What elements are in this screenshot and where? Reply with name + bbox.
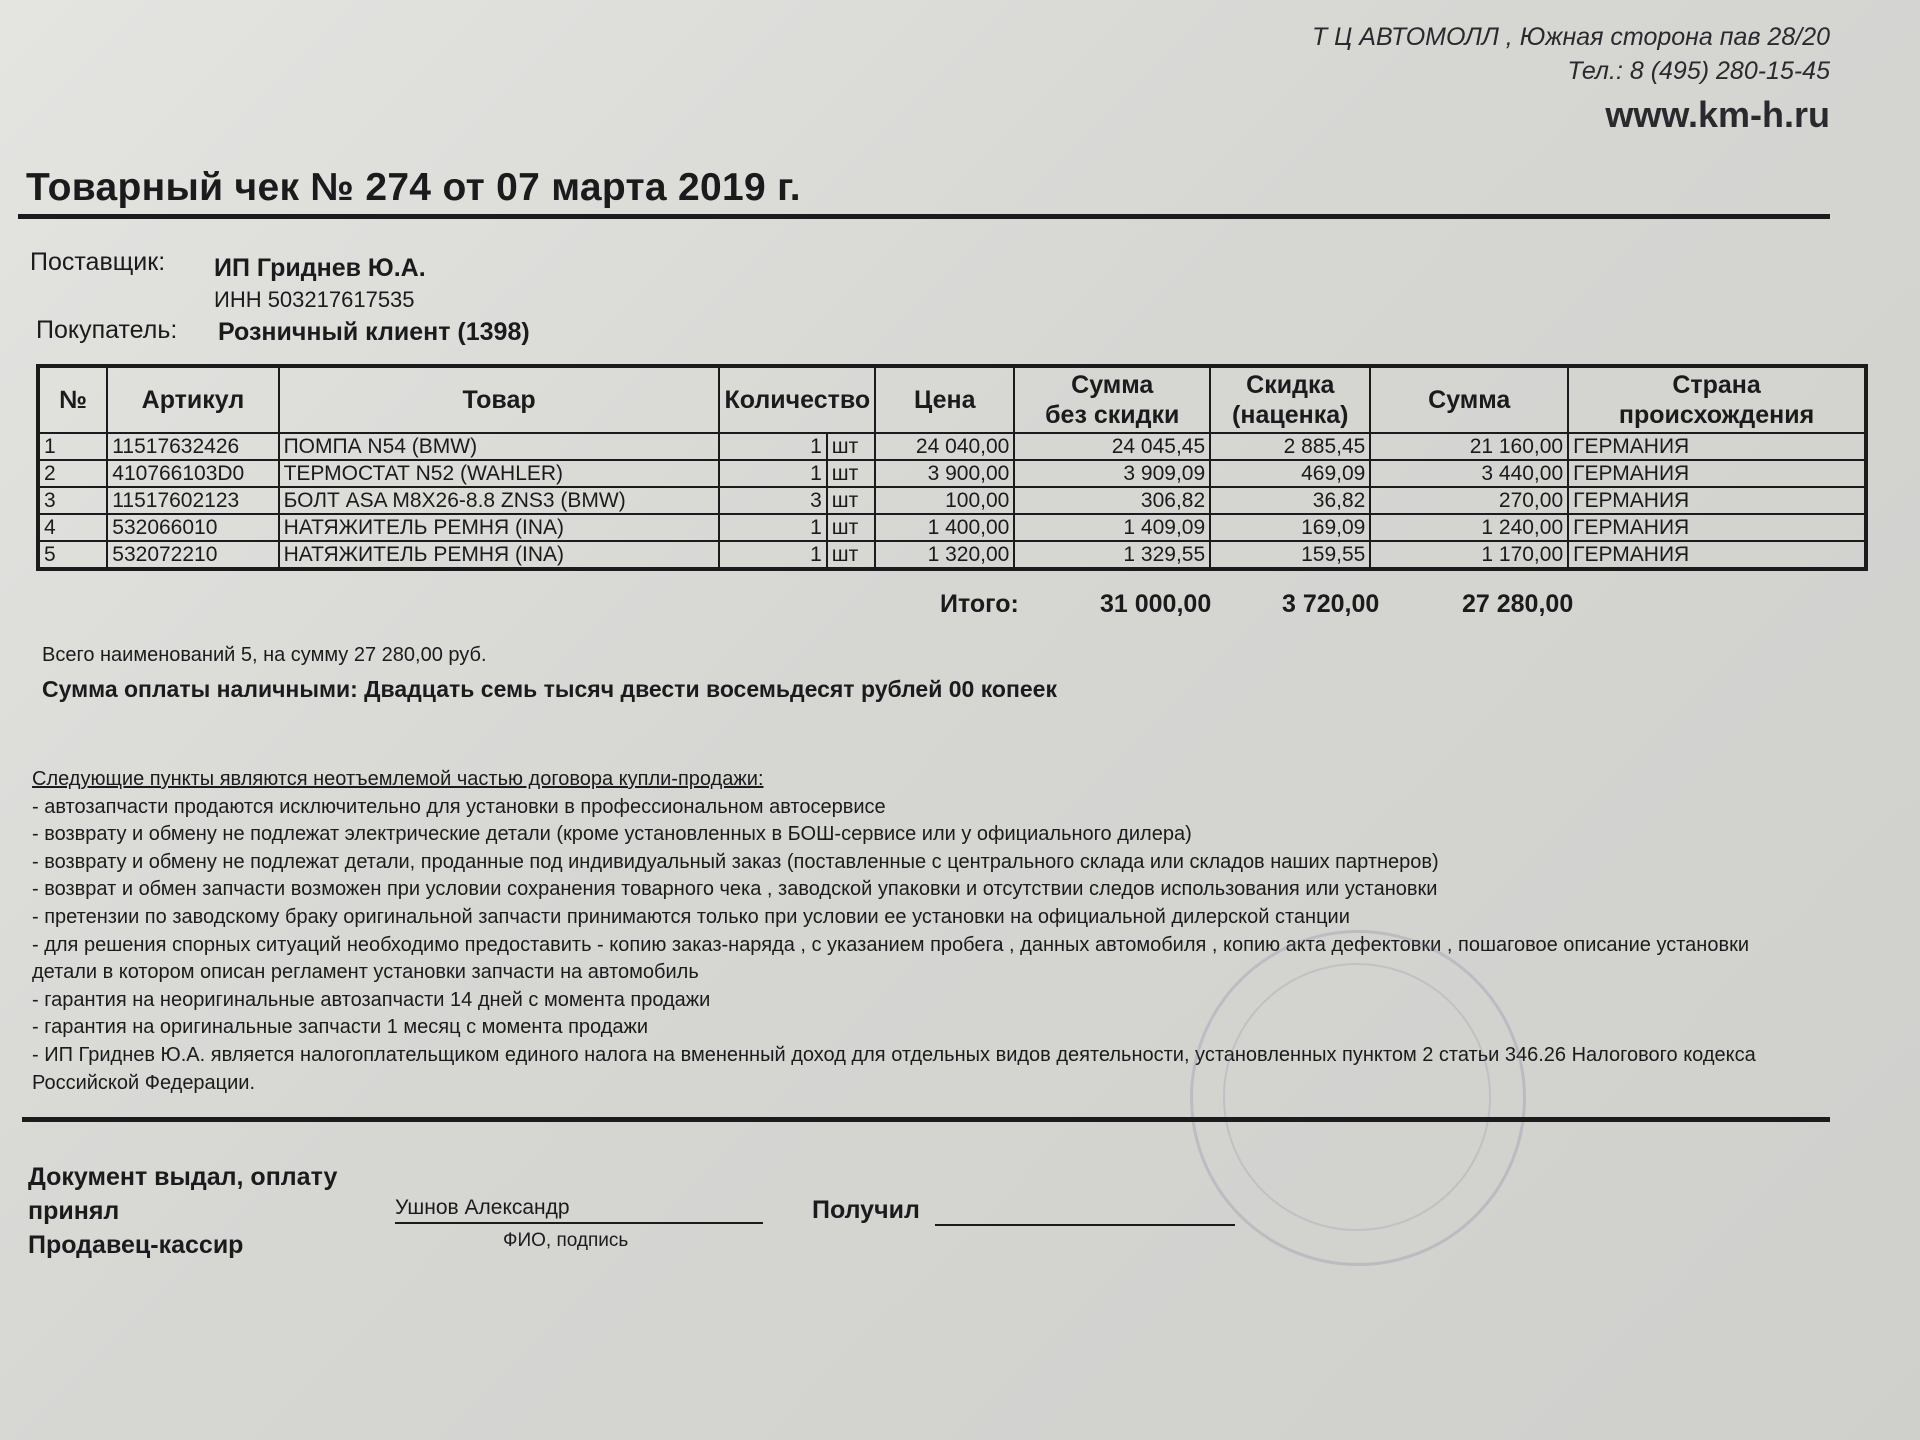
- row-price: 1 400,00: [875, 514, 1014, 541]
- row-article: 11517632426: [107, 433, 278, 460]
- row-country: ГЕРМАНИЯ: [1568, 487, 1866, 514]
- row-product: ТЕРМОСТАТ N52 (WAHLER): [279, 460, 720, 487]
- terms-item: - гарантия на оригинальные запчасти 1 месяц с момента продажи: [32, 1016, 649, 1039]
- terms-item: - возврат и обмен запчасти возможен при условии сохранения товарного чека , заводской упаковки и отсутствии следов использования или установки: [32, 878, 1438, 901]
- row-price: 100,00: [875, 487, 1014, 514]
- issued-by-label: Документ выдал, оплату принял Продавец-кассир: [28, 1160, 337, 1262]
- items-summary: Всего наименований 5, на сумму 27 280,00 руб.: [42, 644, 487, 666]
- table-row: [38, 541, 1866, 569]
- col-product: Товар: [279, 366, 720, 433]
- row-discount: 2 885,45: [1210, 433, 1370, 460]
- row-sum: 1 240,00: [1370, 514, 1568, 541]
- received-label: Получил: [812, 1196, 920, 1224]
- table-row: [38, 487, 1866, 514]
- totals-sum-no-discount: 31 000,00: [1100, 590, 1212, 618]
- row-num: 5: [38, 541, 107, 569]
- terms-item: - для решения спорных ситуаций необходимо предоставить - копию заказ-наряда , с указанием пробега , данных автомобиля , копию акта дефектовки , пошаговое описание установки детали в котором описан регламент установки запчасти на автомобиль: [32, 933, 1750, 984]
- col-num: №: [38, 366, 107, 433]
- table-row: [38, 514, 1866, 541]
- row-qty: 1: [719, 514, 826, 541]
- items-table: [36, 364, 1868, 571]
- footer-divider: [22, 1117, 1830, 1122]
- receipt-title: Товарный чек № 274 от 07 марта 2019 г.: [26, 166, 801, 209]
- row-unit: шт: [827, 541, 875, 569]
- terms-item: - претензии по заводскому браку оригинальной запчасти принимаются только при условии ее установки на официальной дилерской станции: [32, 905, 1350, 928]
- row-qty: 3: [719, 487, 826, 514]
- row-discount: 469,09: [1210, 460, 1370, 487]
- received-signature-line: [935, 1224, 1235, 1226]
- row-sum-no-discount: 1 329,55: [1014, 541, 1210, 569]
- supplier-name: ИП Гриднев Ю.А.: [214, 254, 426, 282]
- terms-item: - возврату и обмену не подлежат детали, проданные под индивидуальный заказ (поставленные с центрального склада или складов наших партнеров): [32, 850, 1439, 873]
- row-country: ГЕРМАНИЯ: [1568, 460, 1866, 487]
- col-sum-no-discount: Сумма без скидки: [1014, 366, 1210, 433]
- col-price: Цена: [875, 366, 1014, 433]
- row-sum: 21 160,00: [1370, 433, 1568, 460]
- row-sum-no-discount: 3 909,09: [1014, 460, 1210, 487]
- buyer-name: Розничный клиент (1398): [218, 318, 530, 346]
- row-num: 1: [38, 433, 107, 460]
- seal-stamp: [1190, 930, 1526, 1266]
- terms-heading: Следующие пункты являются неотъемлемой частью договора купли-продажи:: [32, 768, 764, 790]
- row-article: 532066010: [107, 514, 278, 541]
- col-qty: Количество: [719, 366, 875, 433]
- table-row: [38, 460, 1866, 487]
- row-unit: шт: [827, 433, 875, 460]
- row-price: 3 900,00: [875, 460, 1014, 487]
- row-sum-no-discount: 24 045,45: [1014, 433, 1210, 460]
- row-discount: 36,82: [1210, 487, 1370, 514]
- row-price: 1 320,00: [875, 541, 1014, 569]
- row-product: НАТЯЖИТЕЛЬ РЕМНЯ (INA): [279, 541, 720, 569]
- row-article: 532072210: [107, 541, 278, 569]
- row-unit: шт: [827, 514, 875, 541]
- row-discount: 169,09: [1210, 514, 1370, 541]
- terms-item: - автозапчасти продаются исключительно для установки в профессиональном автосервисе: [32, 795, 886, 818]
- row-num: 4: [38, 514, 107, 541]
- row-product: ПОМПА N54 (BMW): [279, 433, 720, 460]
- terms-item: - ИП Гриднев Ю.А. является налогоплательщиком единого налога на вмененный доход для отдельных видов деятельности, установленных пунктом 2 статьи 346.26 Налогового кодекса Российской Федерации.: [32, 1043, 1756, 1094]
- fio-caption: ФИО, подпись: [503, 1230, 629, 1251]
- col-country: Страна происхождения: [1568, 366, 1866, 433]
- row-qty: 1: [719, 433, 826, 460]
- terms-item: - гарантия на неоригинальные автозапчасти 14 дней с момента продажи: [32, 988, 711, 1011]
- buyer-label: Покупатель:: [36, 316, 178, 344]
- row-country: ГЕРМАНИЯ: [1568, 514, 1866, 541]
- table-header-row: [38, 366, 1866, 433]
- col-discount: Скидка (наценка): [1210, 366, 1370, 433]
- cashier-name: Ушнов Александр: [395, 1196, 763, 1224]
- table-row: [38, 433, 1866, 460]
- supplier-inn: ИНН 503217617535: [214, 287, 415, 312]
- row-unit: шт: [827, 487, 875, 514]
- row-qty: 1: [719, 460, 826, 487]
- col-sum: Сумма: [1370, 366, 1568, 433]
- row-sum: 270,00: [1370, 487, 1568, 514]
- row-num: 3: [38, 487, 107, 514]
- payment-amount-words: Сумма оплаты наличными: Двадцать семь тысяч двести восемьдесят рублей 00 копеек: [42, 676, 1057, 702]
- row-article: 11517602123: [107, 487, 278, 514]
- row-product: НАТЯЖИТЕЛЬ РЕМНЯ (INA): [279, 514, 720, 541]
- col-article: Артикул: [107, 366, 278, 433]
- row-price: 24 040,00: [875, 433, 1014, 460]
- row-article: 410766103D0: [107, 460, 278, 487]
- title-divider: [18, 214, 1830, 219]
- cashier-role: Продавец-кассир: [28, 1231, 244, 1259]
- row-sum: 3 440,00: [1370, 460, 1568, 487]
- row-country: ГЕРМАНИЯ: [1568, 433, 1866, 460]
- row-unit: шт: [827, 460, 875, 487]
- row-discount: 159,55: [1210, 541, 1370, 569]
- row-product: БОЛТ ASA M8X26-8.8 ZNS3 (BMW): [279, 487, 720, 514]
- row-sum-no-discount: 306,82: [1014, 487, 1210, 514]
- store-address: Т Ц АВТОМОЛЛ , Южная сторона пав 28/20: [1311, 23, 1830, 51]
- row-num: 2: [38, 460, 107, 487]
- row-sum-no-discount: 1 409,09: [1014, 514, 1210, 541]
- supplier-label: Поставщик:: [30, 248, 166, 276]
- store-website: www.km-h.ru: [1605, 94, 1830, 135]
- terms-block: [32, 766, 1812, 1097]
- terms-item: - возврату и обмену не подлежат электрические детали (кроме установленных в БОШ-сервисе или у официального дилера): [32, 823, 1192, 846]
- row-qty: 1: [719, 541, 826, 569]
- totals-discount: 3 720,00: [1282, 590, 1380, 618]
- store-contacts: [1311, 20, 1830, 135]
- row-country: ГЕРМАНИЯ: [1568, 541, 1866, 569]
- row-sum: 1 170,00: [1370, 541, 1568, 569]
- totals-sum: 27 280,00: [1462, 590, 1574, 618]
- store-phone: Тел.: 8 (495) 280-15-45: [1567, 57, 1830, 85]
- totals-label: Итого:: [940, 590, 1019, 618]
